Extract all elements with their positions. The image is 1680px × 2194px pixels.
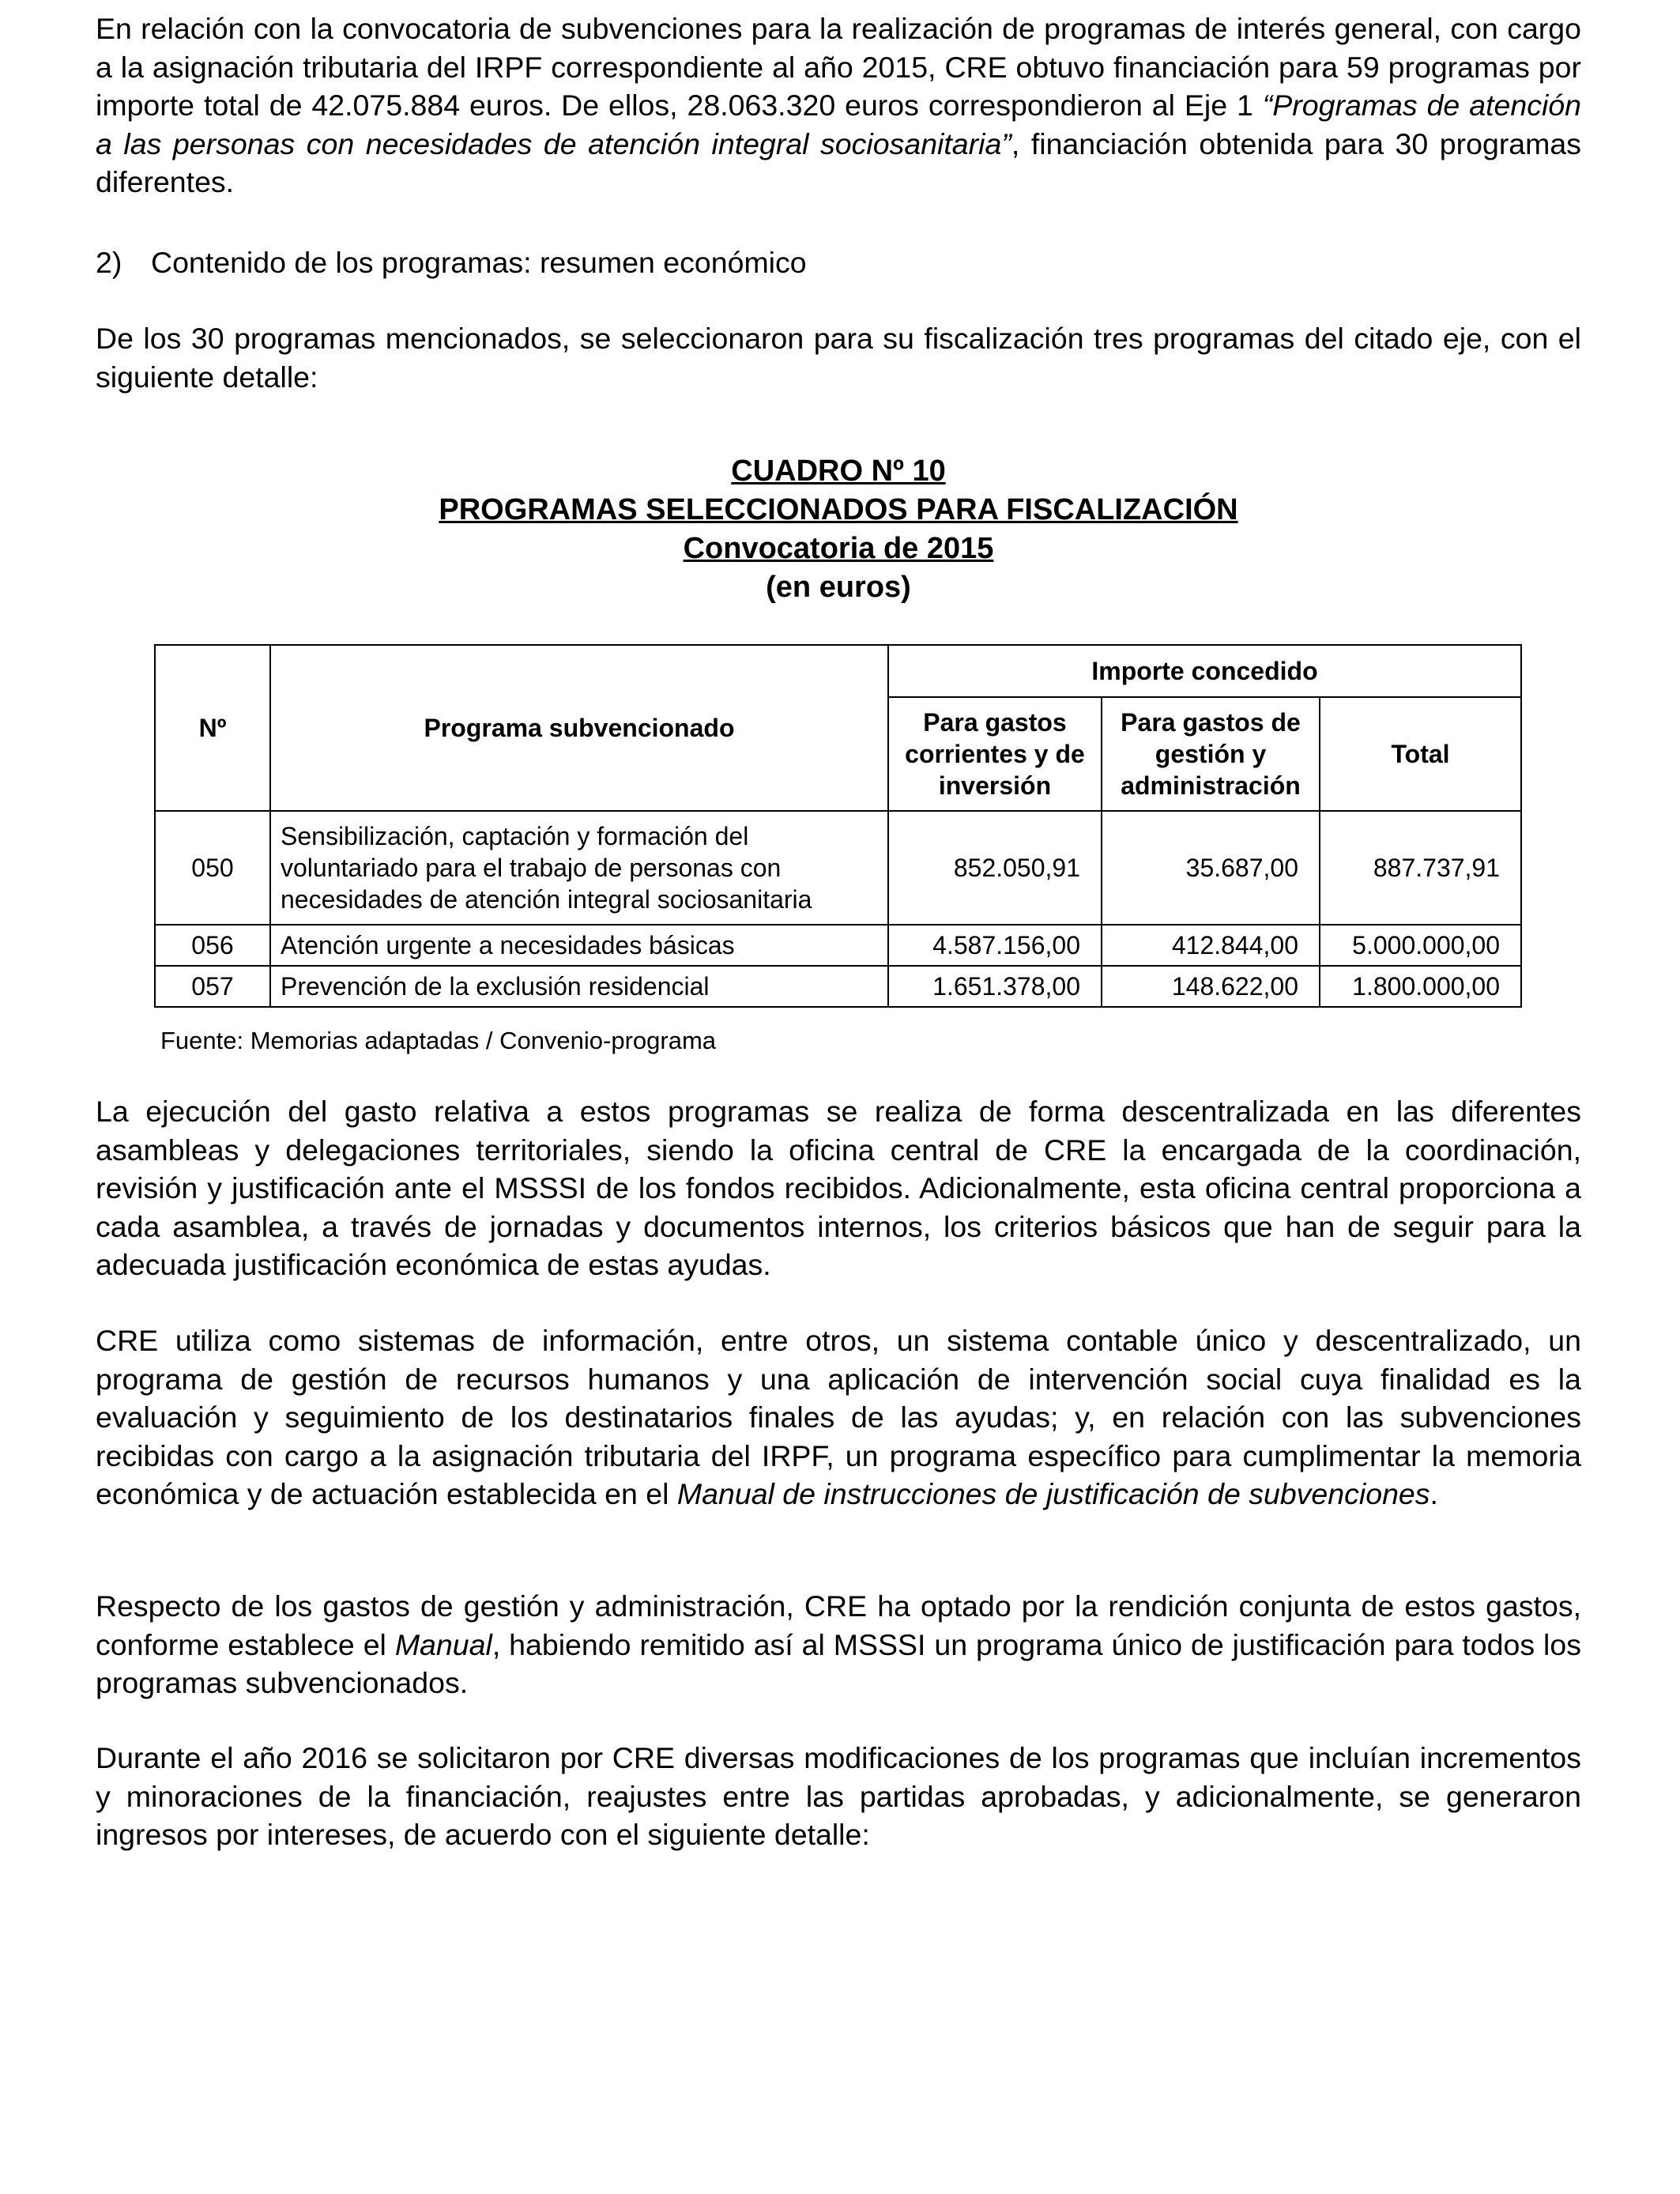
cell-program: Atención urgente a necesidades básicas bbox=[270, 925, 888, 966]
cell-num: 050 bbox=[155, 811, 270, 925]
paragraph-selection: De los 30 programas mencionados, se seleccionaron para su fiscalización tres programas del citado eje, con el siguiente detalle: bbox=[96, 322, 1581, 394]
cell-total: 887.737,91 bbox=[1320, 811, 1521, 925]
paragraph-intro bbox=[96, 9, 1581, 202]
paragraph-management-text: Respecto de los gastos de gestión y administración, CRE ha optado por la rendición conjunta de estos gastos, conforme establece el bbox=[96, 1589, 1581, 1661]
section-heading bbox=[96, 243, 1581, 282]
table-source-note: Fuente: Memorias adaptadas / Convenio-programa bbox=[160, 1027, 717, 1054]
table-units: (en euros) bbox=[766, 571, 911, 604]
table-row bbox=[155, 811, 1521, 925]
cell-num: 057 bbox=[155, 966, 270, 1007]
paragraph-intro-quote: “Programas de atención a las personas con necesidades de atención integral sociosanitaria” bbox=[96, 89, 1581, 160]
cell-total: 5.000.000,00 bbox=[1320, 925, 1521, 966]
header-program: Programa subvencionado bbox=[270, 645, 888, 811]
header-management-expenses: Para gastos de gestión y administración bbox=[1102, 697, 1320, 811]
paragraph-manual-ref: Manual bbox=[394, 1627, 492, 1661]
paragraph-intro-tail: , financiación obtenida para 30 programas diferentes. bbox=[96, 126, 1582, 198]
header-num: Nº bbox=[155, 645, 270, 811]
paragraph-information-systems bbox=[96, 1321, 1581, 1514]
table-row bbox=[155, 966, 1521, 1007]
header-current-expenses: Para gastos corrientes y de inversión bbox=[888, 697, 1102, 811]
table-main-title: PROGRAMAS SELECCIONADOS PARA FISCALIZACIÓN bbox=[439, 493, 1238, 526]
header-total: Total bbox=[1320, 697, 1521, 811]
cell-num: 056 bbox=[155, 925, 270, 966]
table-subtitle: Convocatoria de 2015 bbox=[683, 532, 994, 565]
cell-management: 412.844,00 bbox=[1102, 925, 1320, 966]
cell-management: 35.687,00 bbox=[1102, 811, 1320, 925]
cell-management: 148.622,00 bbox=[1102, 966, 1320, 1007]
cell-program: Prevención de la exclusión residencial bbox=[270, 966, 888, 1007]
programs-table bbox=[154, 644, 1522, 1008]
paragraph-information-systems-tail: . bbox=[1430, 1477, 1438, 1510]
paragraph-execution: La ejecución del gasto relativa a estos programas se realiza de forma descentralizada en las diferentes asambleas y delegaciones territoriales, siendo la oficina central de CRE la encargada de la coordinación, revisión y justificación ante el MSSSI de los fondos recibidos. Adicionalmente, esta oficina central proporciona a cada asamblea, a través de jornadas y documentos internos, los criterios básicos que han de seguir para la adecuada justificación económica de estas ayudas. bbox=[96, 1095, 1581, 1281]
cell-current: 852.050,91 bbox=[888, 811, 1102, 925]
paragraph-manual-title: Manual de instrucciones de justificación de subvenciones bbox=[676, 1477, 1430, 1510]
section-number: 2) bbox=[96, 246, 122, 279]
paragraph-management-expenses bbox=[96, 1587, 1581, 1702]
table-title-block bbox=[96, 452, 1581, 607]
table-row bbox=[155, 925, 1521, 966]
paragraph-management-tail: , habiendo remitido así al MSSSI un programa único de justificación para todos los programas subvencionados. bbox=[96, 1627, 1581, 1699]
section-title: Contenido de los programas: resumen económico bbox=[151, 246, 807, 279]
header-amount-group: Importe concedido bbox=[888, 645, 1521, 697]
table-number-title: CUADRO Nº 10 bbox=[731, 454, 946, 488]
cell-current: 4.587.156,00 bbox=[888, 925, 1102, 966]
cell-current: 1.651.378,00 bbox=[888, 966, 1102, 1007]
paragraph-intro-text: En relación con la convocatoria de subvenciones para la realización de programas de interés general, con cargo a la asignación tributaria del IRPF correspondiente al año 2015, CRE obtuvo financiación para 59 programas por importe total de 42.075.884 euros. De ellos, 28.063.320 euros correspondieron al Eje 1 bbox=[96, 12, 1581, 122]
cell-total: 1.800.000,00 bbox=[1320, 966, 1521, 1007]
paragraph-information-systems-text: CRE utiliza como sistemas de información, entre otros, un sistema contable único y descentralizado, un programa de gestión de recursos humanos y una aplicación de intervención social cuya finalidad es la evaluación y seguimiento de los destinatarios finales de las ayudas; y, en relación con las subvenciones recibidas con cargo a la asignación tributaria del IRPF, un programa específico para cumplimentar la memoria económica y de actuación establecida en el bbox=[96, 1324, 1581, 1510]
paragraph-modifications: Durante el año 2016 se solicitaron por CRE diversas modificaciones de los programas que incluían incrementos y minoraciones de la financiación, reajustes entre las partidas aprobadas, y adicionalmente, se generaron ingresos por intereses, de acuerdo con el siguiente detalle: bbox=[96, 1741, 1581, 1851]
cell-program: Sensibilización, captación y formación del voluntariado para el trabajo de personas con necesidades de atención integral sociosanitaria bbox=[270, 811, 888, 925]
